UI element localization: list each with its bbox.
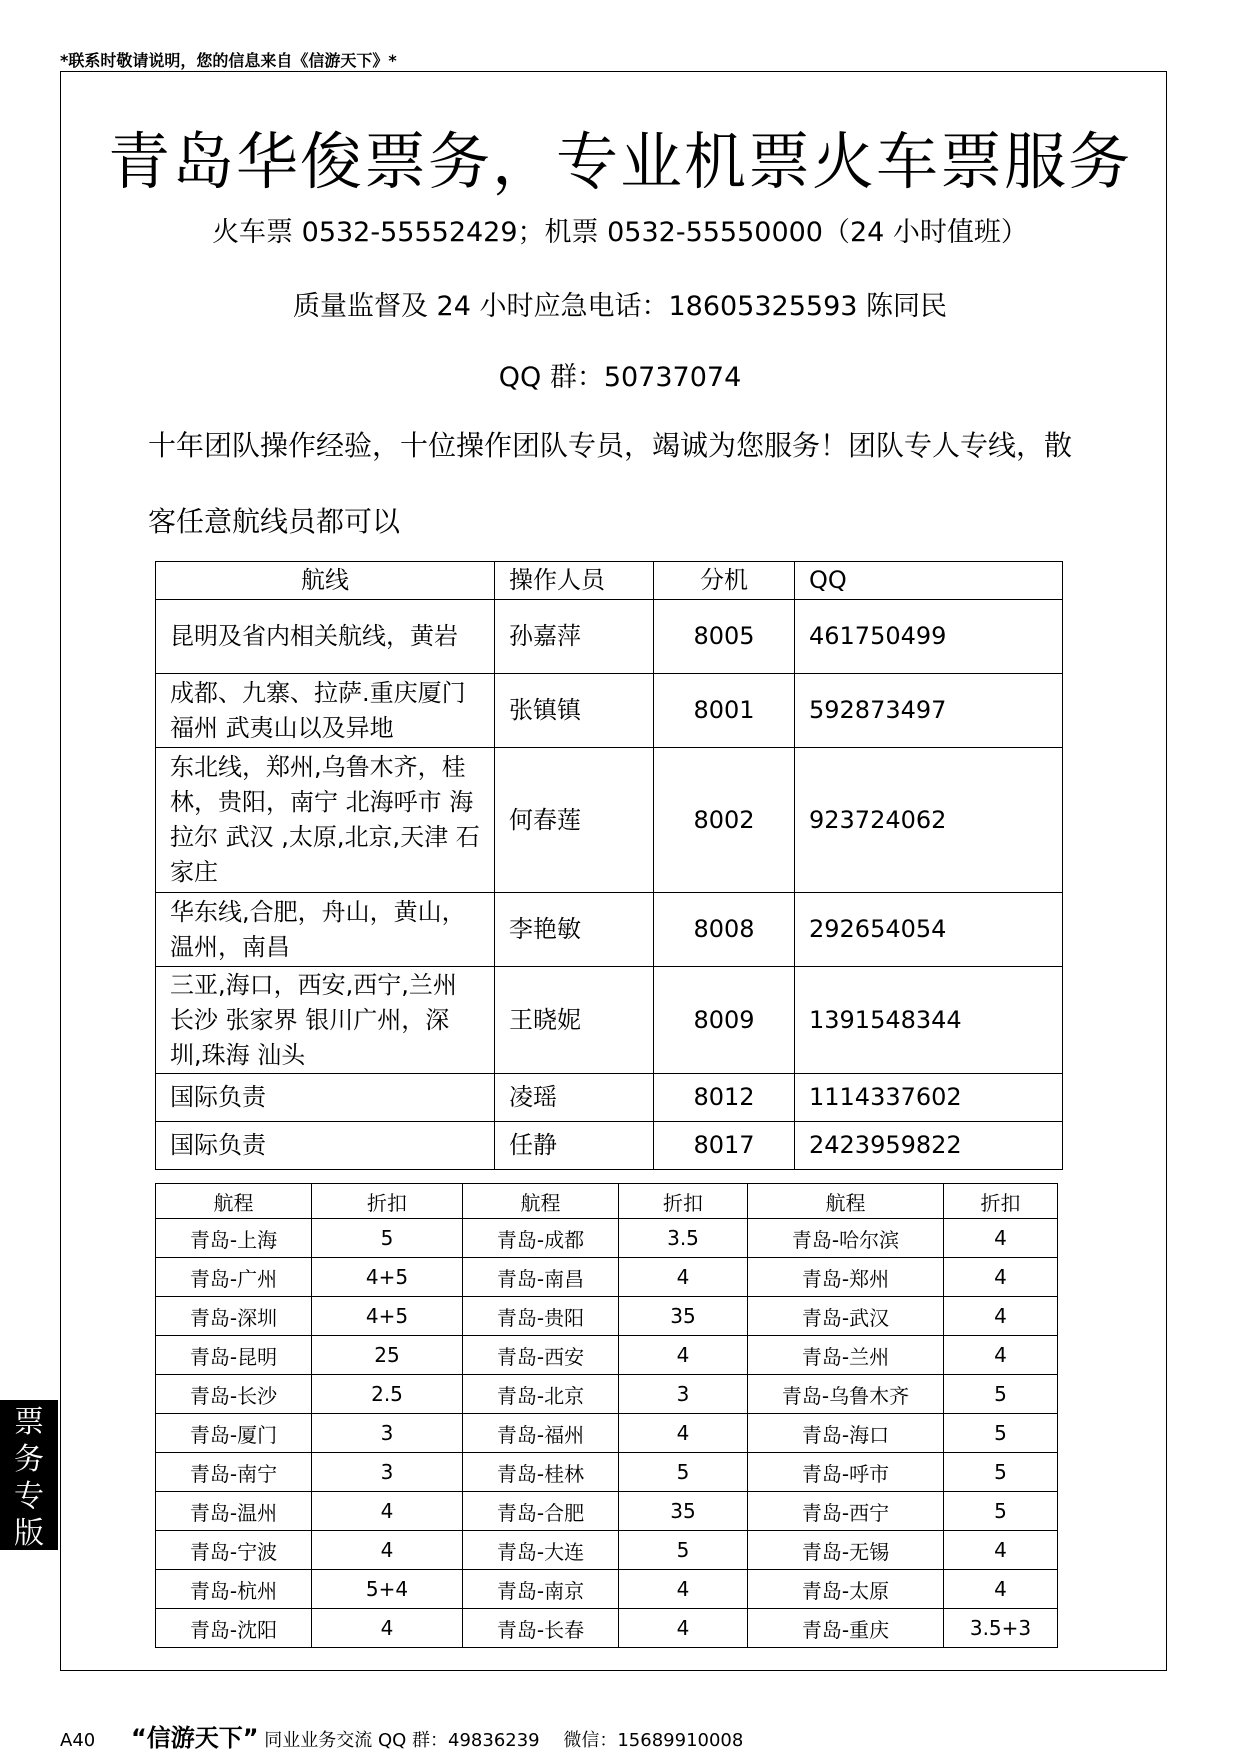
cell-discount: 4 <box>944 1570 1058 1609</box>
cell-discount: 5 <box>619 1531 748 1570</box>
cell-discount: 4 <box>944 1258 1058 1297</box>
cell-route: 青岛-重庆 <box>748 1609 944 1648</box>
cell-operator: 张镇镇 <box>495 674 654 748</box>
cell-route: 青岛-呼市 <box>748 1453 944 1492</box>
cell-route: 青岛-兰州 <box>748 1336 944 1375</box>
cell-route: 青岛-郑州 <box>748 1258 944 1297</box>
cell-discount: 25 <box>312 1336 463 1375</box>
table-row <box>156 1414 1058 1453</box>
cell-discount: 5 <box>619 1453 748 1492</box>
cell-route: 青岛-深圳 <box>156 1297 312 1336</box>
table-row <box>156 600 1063 674</box>
header-discount: 折扣 <box>944 1184 1058 1219</box>
cell-route: 青岛-西安 <box>463 1336 619 1375</box>
table-row <box>156 1570 1058 1609</box>
cell-qq: 2423959822 <box>795 1122 1063 1170</box>
cell-operator: 李艳敏 <box>495 893 654 967</box>
table-row <box>156 1609 1058 1648</box>
section-tab-char: 票 <box>14 1405 44 1440</box>
cell-route: 青岛-南京 <box>463 1570 619 1609</box>
cell-route: 青岛-宁波 <box>156 1531 312 1570</box>
cell-operator: 何春莲 <box>495 748 654 893</box>
footer <box>60 1718 743 1753</box>
footer-brand: “信游天下” <box>130 1724 259 1752</box>
cell-discount: 3.5+3 <box>944 1609 1058 1648</box>
header-ext: 分机 <box>654 562 795 600</box>
cell-route: 三亚,海口，西安,西宁,兰州 长沙 张家界 银川广州，深圳,珠海 汕头 <box>156 967 495 1074</box>
header-discount: 折扣 <box>619 1184 748 1219</box>
cell-route: 青岛-广州 <box>156 1258 312 1297</box>
discount-table <box>155 1183 1058 1648</box>
cell-route: 青岛-南昌 <box>463 1258 619 1297</box>
cell-discount: 5 <box>944 1492 1058 1531</box>
cell-route: 青岛-合肥 <box>463 1492 619 1531</box>
cell-route: 青岛-西宁 <box>748 1492 944 1531</box>
cell-discount: 4 <box>944 1219 1058 1258</box>
cell-route: 青岛-太原 <box>748 1570 944 1609</box>
cell-qq: 292654054 <box>795 893 1063 967</box>
table-row <box>156 1074 1063 1122</box>
table-row <box>156 1375 1058 1414</box>
cell-discount: 5 <box>944 1453 1058 1492</box>
cell-route: 青岛-昆明 <box>156 1336 312 1375</box>
cell-discount: 4 <box>312 1492 463 1531</box>
page-title: 青岛华俊票务，专业机票火车票服务 <box>107 125 1132 198</box>
cell-discount: 4 <box>944 1297 1058 1336</box>
cell-ext: 8005 <box>654 600 795 674</box>
cell-discount: 4 <box>312 1531 463 1570</box>
table-row <box>156 1453 1058 1492</box>
intro-text: 十年团队操作经验，十位操作团队专员，竭诚为您服务！团队专人专线，散客任意航线员都可以 <box>148 429 1073 538</box>
cell-discount: 3 <box>619 1375 748 1414</box>
header-route: 航程 <box>748 1184 944 1219</box>
table-row <box>156 1297 1058 1336</box>
cell-discount: 5 <box>312 1219 463 1258</box>
cell-qq: 592873497 <box>795 674 1063 748</box>
cell-route: 青岛-长沙 <box>156 1375 312 1414</box>
qq-group: QQ 群：50737074 <box>498 362 742 393</box>
cell-discount: 4 <box>944 1531 1058 1570</box>
cell-route: 昆明及省内相关航线，黄岩 <box>156 600 495 674</box>
cell-route: 青岛-上海 <box>156 1219 312 1258</box>
cell-ext: 8017 <box>654 1122 795 1170</box>
cell-route: 青岛-贵阳 <box>463 1297 619 1336</box>
cell-ext: 8008 <box>654 893 795 967</box>
cell-discount: 3 <box>312 1414 463 1453</box>
top-note: *联系时敬请说明，您的信息来自《信游天下》* <box>60 51 397 70</box>
cell-qq: 1391548344 <box>795 967 1063 1074</box>
table-row <box>156 1122 1063 1170</box>
cell-discount: 4 <box>619 1609 748 1648</box>
header-route: 航程 <box>156 1184 312 1219</box>
cell-discount: 4 <box>619 1570 748 1609</box>
header-qq: QQ <box>795 562 1063 600</box>
cell-route: 国际负责 <box>156 1074 495 1122</box>
cell-discount: 3 <box>312 1453 463 1492</box>
cell-discount: 5 <box>944 1375 1058 1414</box>
cell-route: 青岛-沈阳 <box>156 1609 312 1648</box>
cell-operator: 凌瑶 <box>495 1074 654 1122</box>
page-number: A40 <box>60 1730 96 1751</box>
cell-route: 青岛-成都 <box>463 1219 619 1258</box>
table-row <box>156 674 1063 748</box>
cell-discount: 4 <box>619 1414 748 1453</box>
cell-route: 青岛-乌鲁木齐 <box>748 1375 944 1414</box>
cell-discount: 4+5 <box>312 1297 463 1336</box>
cell-route: 华东线,合肥，舟山，黄山，温州，南昌 <box>156 893 495 967</box>
header-discount: 折扣 <box>312 1184 463 1219</box>
cell-qq: 1114337602 <box>795 1074 1063 1122</box>
cell-route: 国际负责 <box>156 1122 495 1170</box>
cell-route: 青岛-武汉 <box>748 1297 944 1336</box>
cell-discount: 4 <box>312 1609 463 1648</box>
cell-operator: 任静 <box>495 1122 654 1170</box>
cell-ext: 8009 <box>654 967 795 1074</box>
table-row <box>156 1336 1058 1375</box>
cell-discount: 5 <box>944 1414 1058 1453</box>
header-route: 航程 <box>463 1184 619 1219</box>
header-operator: 操作人员 <box>495 562 654 600</box>
table-row <box>156 748 1063 893</box>
staff-table <box>155 561 1063 1170</box>
cell-discount: 35 <box>619 1297 748 1336</box>
cell-qq: 923724062 <box>795 748 1063 893</box>
cell-route: 青岛-无锡 <box>748 1531 944 1570</box>
cell-route: 青岛-南宁 <box>156 1453 312 1492</box>
cell-discount: 35 <box>619 1492 748 1531</box>
cell-discount: 4 <box>619 1336 748 1375</box>
section-tab-char: 专 <box>14 1479 44 1514</box>
cell-route: 东北线，郑州,乌鲁木齐，桂林，贵阳，南宁 北海呼市 海拉尔 武汉 ,太原,北京,天津 石家庄 <box>156 748 495 893</box>
hotline: 质量监督及 24 小时应急电话：18605325593 陈同民 <box>292 291 948 322</box>
table-row <box>156 1531 1058 1570</box>
section-tab-char: 务 <box>14 1442 44 1477</box>
cell-operator: 孙嘉萍 <box>495 600 654 674</box>
table-row <box>156 1258 1058 1297</box>
footer-text: 同业业务交流 QQ 群：49836239 微信：15689910008 <box>264 1730 744 1751</box>
cell-discount: 3.5 <box>619 1219 748 1258</box>
section-tab-char: 版 <box>14 1516 44 1551</box>
cell-discount: 4 <box>944 1336 1058 1375</box>
cell-discount: 2.5 <box>312 1375 463 1414</box>
table-row <box>156 1492 1058 1531</box>
header-route: 航线 <box>156 562 495 600</box>
cell-route: 青岛-桂林 <box>463 1453 619 1492</box>
cell-route: 青岛-北京 <box>463 1375 619 1414</box>
cell-ext: 8002 <box>654 748 795 893</box>
cell-route: 青岛-杭州 <box>156 1570 312 1609</box>
cell-operator: 王晓妮 <box>495 967 654 1074</box>
cell-route: 青岛-哈尔滨 <box>748 1219 944 1258</box>
cell-qq: 461750499 <box>795 600 1063 674</box>
cell-discount: 4 <box>619 1258 748 1297</box>
table-row <box>156 967 1063 1074</box>
section-tab <box>0 1400 58 1550</box>
cell-discount: 5+4 <box>312 1570 463 1609</box>
cell-route: 成都、九寨、拉萨.重庆厦门 福州 武夷山以及异地 <box>156 674 495 748</box>
phone-line: 火车票 0532-55552429；机票 0532-55550000（24 小时值班） <box>212 217 1028 248</box>
table-row <box>156 893 1063 967</box>
cell-route: 青岛-厦门 <box>156 1414 312 1453</box>
cell-ext: 8001 <box>654 674 795 748</box>
cell-ext: 8012 <box>654 1074 795 1122</box>
cell-route: 青岛-长春 <box>463 1609 619 1648</box>
cell-route: 青岛-温州 <box>156 1492 312 1531</box>
discount-table-header <box>156 1184 1058 1219</box>
cell-route: 青岛-海口 <box>748 1414 944 1453</box>
cell-route: 青岛-大连 <box>463 1531 619 1570</box>
cell-route: 青岛-福州 <box>463 1414 619 1453</box>
table-row <box>156 1219 1058 1258</box>
cell-discount: 4+5 <box>312 1258 463 1297</box>
staff-table-header <box>156 562 1063 600</box>
